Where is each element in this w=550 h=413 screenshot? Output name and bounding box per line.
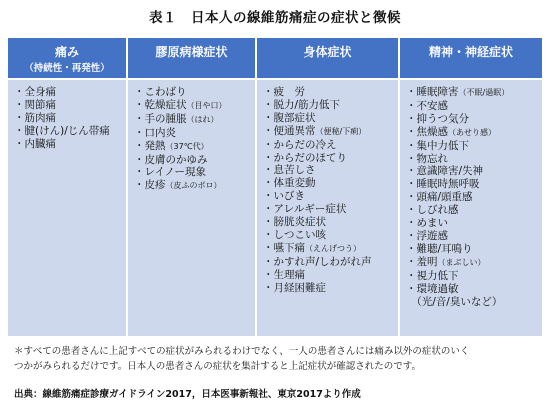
item-text: ・脱力/筋力低下 (263, 98, 341, 111)
item-text: ・疲 労 (263, 86, 305, 98)
item-text: ・意識障害/失神 (406, 165, 484, 178)
list-item: ・関節痛 (14, 98, 56, 111)
item-text: ・月経困難症 (263, 281, 326, 294)
list-item (406, 296, 509, 309)
item-text: ・息苦しさ (263, 164, 316, 177)
source-citation: 出典：線維筋痛症診療ガイドライン2017，日本医事新報社、東京2017より作成 (14, 389, 361, 400)
item-text: ・からだのほてり (263, 151, 347, 164)
item-text: ・レイノー現象 (134, 166, 207, 179)
pain-column (14, 86, 110, 151)
item-note: （不眠/過眠） (458, 88, 510, 97)
header-pain-label: 痛み (54, 45, 79, 59)
footnote-line: ＊すべての患者さんに上記すべての症状がみられるわけでなく、一人の患者さんには痛み以外の症状のいく (14, 346, 470, 357)
item-text: ・羞明 (406, 255, 438, 268)
item-text: ・抑うつ気分 (406, 112, 469, 125)
item-text: ・難聴/耳鳴り (406, 242, 473, 255)
list-item (406, 100, 509, 113)
header-body (257, 38, 398, 78)
item-text: ・腹部症状 (263, 111, 316, 124)
header-body-label: 身体症状 (303, 45, 352, 59)
list-item (406, 140, 509, 153)
list-item: ・内臓痛 (14, 137, 56, 150)
item-text: ・発熱 (134, 139, 166, 152)
symptom-table (8, 38, 542, 336)
list-item (134, 113, 227, 127)
list-item (406, 204, 509, 217)
item-text: ・皮膚のかゆみ (134, 153, 208, 166)
list-item (406, 217, 509, 230)
header-collagen (128, 38, 255, 78)
item-text: ・生理痛 (263, 268, 305, 281)
list-item (263, 139, 372, 152)
item-note: （はれ） (186, 114, 219, 124)
list-item (263, 125, 372, 139)
item-text: ・口内炎 (134, 126, 176, 139)
list-item (406, 126, 509, 140)
item-text: ・手の腫脹 (134, 112, 187, 125)
list-item (134, 166, 227, 179)
list-item (406, 230, 509, 243)
item-text: ・睡眠時無呼吸 (406, 178, 480, 191)
item-note: （目や口） (186, 100, 227, 110)
item-note: （あせり感） (448, 127, 496, 137)
item-text: ・頭痛/頭重感 (406, 191, 473, 204)
list-item (263, 152, 372, 165)
table-header-row (8, 38, 542, 80)
list-item (134, 127, 227, 140)
list-item (263, 269, 372, 282)
item-text: ・しつこい咳 (263, 228, 326, 241)
list-item (263, 216, 372, 229)
list-item (406, 86, 509, 100)
item-note: （まぶしい） (437, 257, 486, 267)
item-note: （えんげつう） (305, 243, 361, 253)
list-item (263, 203, 372, 216)
item-text: ・焦燥感 (406, 125, 448, 138)
list-item (263, 86, 372, 99)
list-item (406, 178, 509, 191)
list-item (406, 256, 509, 270)
item-text: ・こわばり (134, 86, 187, 98)
item-text: ・集中力低下 (406, 139, 469, 152)
list-item (406, 243, 509, 256)
item-text: （光/音/臭いなど） (406, 295, 503, 308)
list-item (406, 165, 509, 178)
item-text: ・浮遊感 (406, 229, 448, 242)
body-column (263, 86, 372, 295)
list-item (263, 177, 372, 190)
list-item (134, 140, 227, 154)
footnote (14, 344, 542, 374)
column-divider (255, 38, 257, 336)
item-text: ・乾燥症状 (134, 98, 187, 111)
list-item (263, 99, 372, 112)
item-text: ・体重変動 (263, 177, 316, 190)
list-item (263, 242, 372, 256)
item-text: ・いびき (263, 190, 305, 203)
header-mental-label: 精神・神経症状 (428, 45, 513, 59)
list-item (263, 164, 372, 177)
item-text: ・環境過敏 (406, 282, 459, 295)
table-title: 表１ 日本人の線維筋痛症の症状と徴候 (149, 10, 401, 26)
item-text: ・睡眠障害 (406, 86, 459, 98)
item-note: （皮ふのボロ） (165, 181, 222, 191)
header-collagen-label: 膠原病様症状 (155, 45, 228, 59)
header-mental (400, 38, 542, 78)
list-item (134, 99, 227, 113)
item-text: ・不安感 (406, 99, 448, 112)
list-item (406, 153, 509, 166)
item-text: ・かすれ声/しわがれ声 (263, 255, 372, 268)
item-text: ・嚥下痛 (263, 241, 305, 254)
item-text: ・視力低下 (406, 269, 459, 282)
list-item (406, 270, 509, 283)
item-note: （37℃代） (165, 141, 209, 151)
list-item (263, 190, 372, 203)
item-note: （便秘/下痢） (315, 126, 367, 136)
column-divider (126, 38, 128, 336)
list-item (134, 154, 227, 167)
list-item (263, 229, 372, 242)
item-text: ・膀胱炎症状 (263, 216, 326, 229)
list-item (134, 179, 227, 193)
list-item (263, 282, 372, 295)
item-text: ・皮疹 (134, 179, 166, 192)
item-text: ・アレルギー症状 (263, 203, 347, 216)
list-item (406, 191, 509, 204)
footnote-line: つかがみられるだけです。日本人の患者さんの症状を集計すると上記症状が確認されたのです。 (14, 361, 421, 372)
list-item (406, 113, 509, 126)
header-pain-sublabel: （持続性・再発性） (24, 63, 110, 74)
item-text: ・しびれ感 (406, 204, 459, 217)
list-item: ・腱(けん)/じん帯痛 (14, 124, 110, 137)
item-text: ・からだの冷え (263, 138, 337, 151)
list-item (263, 112, 372, 125)
list-item: ・全身痛 (14, 86, 56, 98)
item-text: ・便通異常 (263, 124, 316, 137)
mental-column (406, 86, 509, 308)
item-text: ・物忘れ (406, 152, 448, 165)
list-item (406, 283, 509, 296)
header-pain (8, 38, 126, 78)
item-text: ・めまい (406, 217, 448, 230)
column-divider (398, 38, 400, 336)
collagen-column (134, 86, 227, 193)
list-item: ・筋肉痛 (14, 111, 56, 124)
list-item (134, 86, 227, 99)
list-item (263, 256, 372, 269)
